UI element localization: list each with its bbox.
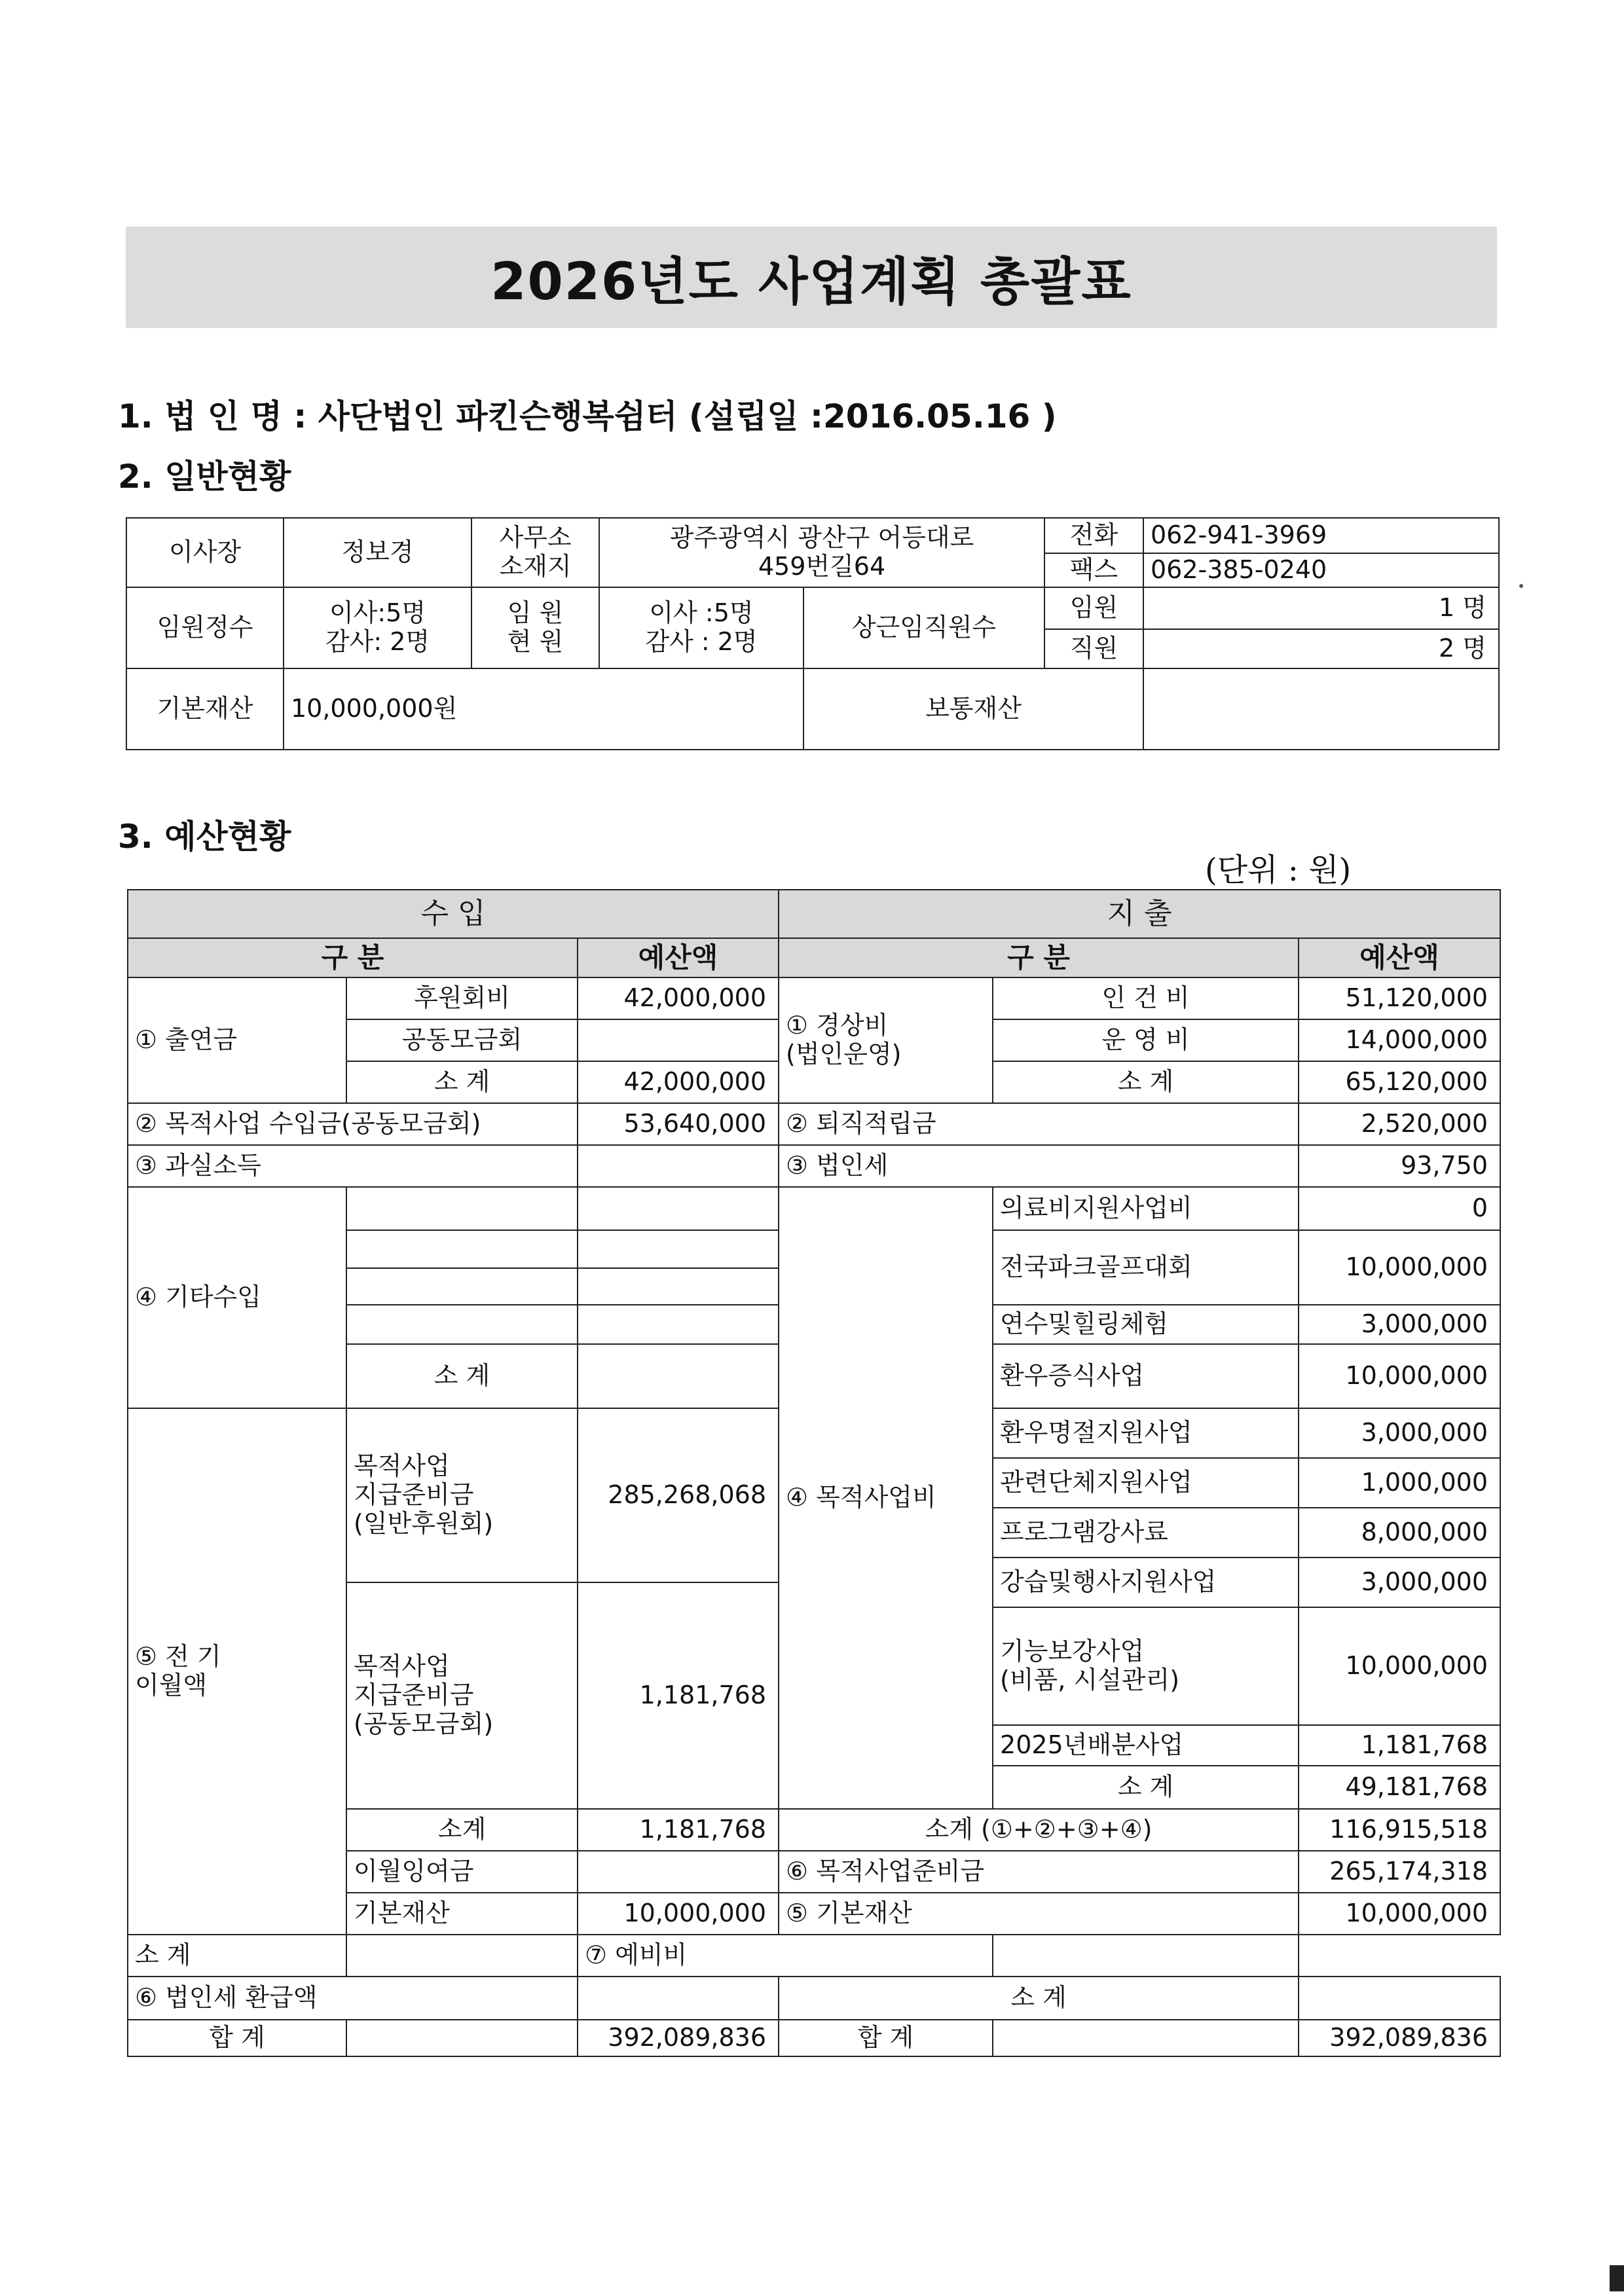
other-income-label: ④ 기타수입 xyxy=(128,1187,346,1408)
expense-base-assets-label: ⑤ 기본재산 xyxy=(779,1893,1299,1935)
corp-tax-amount: 93,750 xyxy=(1299,1145,1500,1187)
contrib-subtotal-label: 소 계 xyxy=(346,1061,578,1103)
other-income-amount-4 xyxy=(578,1305,779,1344)
purpose-item-amount: 3,000,000 xyxy=(1299,1558,1500,1607)
income-header: 수 입 xyxy=(128,890,779,938)
unit-note: (단위 : 원) xyxy=(1205,852,1352,888)
operating-amount: 14,000,000 xyxy=(1299,1019,1500,1061)
ordinary-subtotal-label: 소 계 xyxy=(993,1061,1299,1103)
retirement-label: ② 퇴직적립금 xyxy=(779,1103,1299,1145)
expense-amount-header: 예산액 xyxy=(1299,938,1500,977)
other-income-amount-1 xyxy=(578,1187,779,1230)
income-total-amount: 392,089,836 xyxy=(578,2020,779,2056)
surplus-amount xyxy=(578,1851,779,1893)
carry-subtotal-amount: 1,181,768 xyxy=(578,1809,779,1851)
staff-label: 직원 xyxy=(1044,629,1143,668)
surplus-label: 이월잉여금 xyxy=(346,1851,578,1893)
officer-label: 임원 xyxy=(1044,587,1143,629)
purpose-item-label: 2025년배분사업 xyxy=(993,1725,1299,1766)
income-category-header: 구 분 xyxy=(128,938,578,977)
reserve-chest-amount: 1,181,768 xyxy=(578,1582,779,1809)
purpose-subtotal-amount: 49,181,768 xyxy=(1299,1766,1500,1809)
community-chest-amount xyxy=(578,1019,779,1061)
contingency-amount xyxy=(993,1935,1299,1977)
expense-category-header: 구 분 xyxy=(779,938,1299,977)
purpose-reserve-label: ⑥ 목적사업준비금 xyxy=(779,1851,1299,1893)
purpose-item-label: 전국파크골프대회 xyxy=(993,1230,1299,1305)
carryover-label: ⑤ 전 기 이월액 xyxy=(128,1408,346,1935)
personnel-amount: 51,120,000 xyxy=(1299,977,1500,1019)
expense-sum-amount: 116,915,518 xyxy=(1299,1809,1500,1851)
chairman-value: 정보경 xyxy=(284,518,471,587)
chairman-label: 이사장 xyxy=(126,518,284,587)
purpose-item-label: 환우증식사업 xyxy=(993,1344,1299,1408)
fruit-income-amount xyxy=(578,1145,779,1187)
basic-assets-label: 기본재산 xyxy=(126,668,284,750)
retirement-amount: 2,520,000 xyxy=(1299,1103,1500,1145)
purpose-item-label: 프로그램강사료 xyxy=(993,1508,1299,1558)
expense-base-assets-amount: 10,000,000 xyxy=(1299,1893,1500,1935)
purpose-item-amount: 10,000,000 xyxy=(1299,1344,1500,1408)
fax-label: 팩스 xyxy=(1044,553,1143,587)
expense-header: 지 출 xyxy=(779,890,1500,938)
personnel-label: 인 건 비 xyxy=(993,977,1299,1019)
purpose-subtotal-label: 소 계 xyxy=(993,1766,1299,1809)
purpose-item-label: 연수및힐링체험 xyxy=(993,1305,1299,1344)
purpose-item-label: 기능보강사업 (비품, 시설관리) xyxy=(993,1607,1299,1725)
purpose-income-amount: 53,640,000 xyxy=(578,1103,779,1145)
address-value: 광주광역시 광산구 어등대로 459번길64 xyxy=(599,518,1044,587)
staff-count: 2 명 xyxy=(1143,629,1499,668)
scan-speck xyxy=(1519,584,1523,588)
contrib-subtotal-amount: 42,000,000 xyxy=(578,1061,779,1103)
purpose-item-amount: 8,000,000 xyxy=(1299,1508,1500,1558)
other-income-subtotal-label: 소 계 xyxy=(346,1344,578,1408)
quota-label: 임원정수 xyxy=(126,587,284,668)
other-income-item-2 xyxy=(346,1230,578,1268)
purpose-item-amount: 1,181,768 xyxy=(1299,1725,1500,1766)
officer-count: 1 명 xyxy=(1143,587,1499,629)
fulltime-label: 상근임직원수 xyxy=(803,587,1044,668)
phone-label: 전화 xyxy=(1044,518,1143,553)
purpose-item-label: 환우명절지원사업 xyxy=(993,1408,1299,1458)
community-chest-label: 공동모금회 xyxy=(346,1019,578,1061)
carry-subtotal2-label: 소 계 xyxy=(128,1935,346,1977)
income-total-blank xyxy=(346,2020,578,2056)
purpose-item-label: 관련단체지원사업 xyxy=(993,1458,1299,1508)
page-title: 2026년도 사업계획 총괄표 xyxy=(126,227,1497,328)
operating-label: 운 영 비 xyxy=(993,1019,1299,1061)
expense-total-blank xyxy=(993,2020,1299,2056)
expense-total-label: 합 계 xyxy=(779,2020,993,2056)
other-income-item-3 xyxy=(346,1268,578,1305)
reserve-general-label: 목적사업 지급준비금 (일반후원회) xyxy=(346,1408,578,1582)
budget-status-heading: 3. 예산현황 xyxy=(118,818,291,856)
purpose-item-label: 강습및행사지원사업 xyxy=(993,1558,1299,1607)
ordinary-subtotal-amount: 65,120,000 xyxy=(1299,1061,1500,1103)
expense-sum-label: 소계 (①+②+③+④) xyxy=(779,1809,1299,1851)
supporters-amount: 42,000,000 xyxy=(578,977,779,1019)
purpose-income-label: ② 목적사업 수입금(공동모금회) xyxy=(128,1103,578,1145)
other-income-item-4 xyxy=(346,1305,578,1344)
other-income-amount-3 xyxy=(578,1268,779,1305)
supporters-label: 후원회비 xyxy=(346,977,578,1019)
income-total-label: 합 계 xyxy=(128,2020,346,2056)
carry-subtotal2-amount xyxy=(346,1935,578,1977)
expense-subtotal-amount xyxy=(1299,1977,1500,2020)
purpose-expense-label: ④ 목적사업비 xyxy=(779,1187,993,1809)
income-amount-header: 예산액 xyxy=(578,938,779,977)
general-status-heading: 2. 일반현황 xyxy=(118,458,291,496)
corporation-name-heading: 1. 법 인 명 : 사단법인 파킨슨행복쉼터 (설립일 :2016.05.16 ) xyxy=(118,397,1057,435)
general-status-table xyxy=(126,517,1500,750)
purpose-item-amount: 3,000,000 xyxy=(1299,1305,1500,1344)
basic-assets-value: 10,000,000원 xyxy=(284,668,803,750)
income-base-assets-amount: 10,000,000 xyxy=(578,1893,779,1935)
reserve-chest-label: 목적사업 지급준비금 (공동모금회) xyxy=(346,1582,578,1809)
income-base-assets-label: 기본재산 xyxy=(346,1893,578,1935)
purpose-item-amount: 3,000,000 xyxy=(1299,1408,1500,1458)
purpose-item-amount: 10,000,000 xyxy=(1299,1230,1500,1305)
normal-assets-value xyxy=(1143,668,1499,750)
fax-value: 062-385-0240 xyxy=(1143,553,1499,587)
corp-tax-label: ③ 법인세 xyxy=(779,1145,1299,1187)
purpose-reserve-amount: 265,174,318 xyxy=(1299,1851,1500,1893)
expense-subtotal-label: 소 계 xyxy=(779,1977,1299,2020)
purpose-item-amount: 10,000,000 xyxy=(1299,1607,1500,1725)
carry-subtotal-label: 소계 xyxy=(346,1809,578,1851)
phone-value: 062-941-3969 xyxy=(1143,518,1499,553)
current-value: 이사 :5명 감사 : 2명 xyxy=(599,587,803,668)
expense-total-amount: 392,089,836 xyxy=(1299,2020,1500,2056)
other-income-amount-2 xyxy=(578,1230,779,1268)
purpose-item-label: 의료비지원사업비 xyxy=(993,1187,1299,1230)
current-label: 임 원 현 원 xyxy=(471,587,599,668)
tax-refund-amount xyxy=(578,1977,779,2020)
fruit-income-label: ③ 과실소득 xyxy=(128,1145,578,1187)
normal-assets-label: 보통재산 xyxy=(803,668,1143,750)
scan-speck xyxy=(1610,2265,1624,2291)
budget-table xyxy=(127,889,1501,2057)
purpose-item-amount: 1,000,000 xyxy=(1299,1458,1500,1508)
reserve-general-amount: 285,268,068 xyxy=(578,1408,779,1582)
quota-value: 이사:5명 감사: 2명 xyxy=(284,587,471,668)
contingency-label: ⑦ 예비비 xyxy=(578,1935,993,1977)
other-income-subtotal-amount xyxy=(578,1344,779,1408)
other-income-item-1 xyxy=(346,1187,578,1230)
tax-refund-label: ⑥ 법인세 환급액 xyxy=(128,1977,578,2020)
office-label: 사무소 소재지 xyxy=(471,518,599,587)
purpose-item-amount: 0 xyxy=(1299,1187,1500,1230)
ordinary-label: ① 경상비 (법인운영) xyxy=(779,977,993,1103)
contrib-label: ① 출연금 xyxy=(128,977,346,1103)
